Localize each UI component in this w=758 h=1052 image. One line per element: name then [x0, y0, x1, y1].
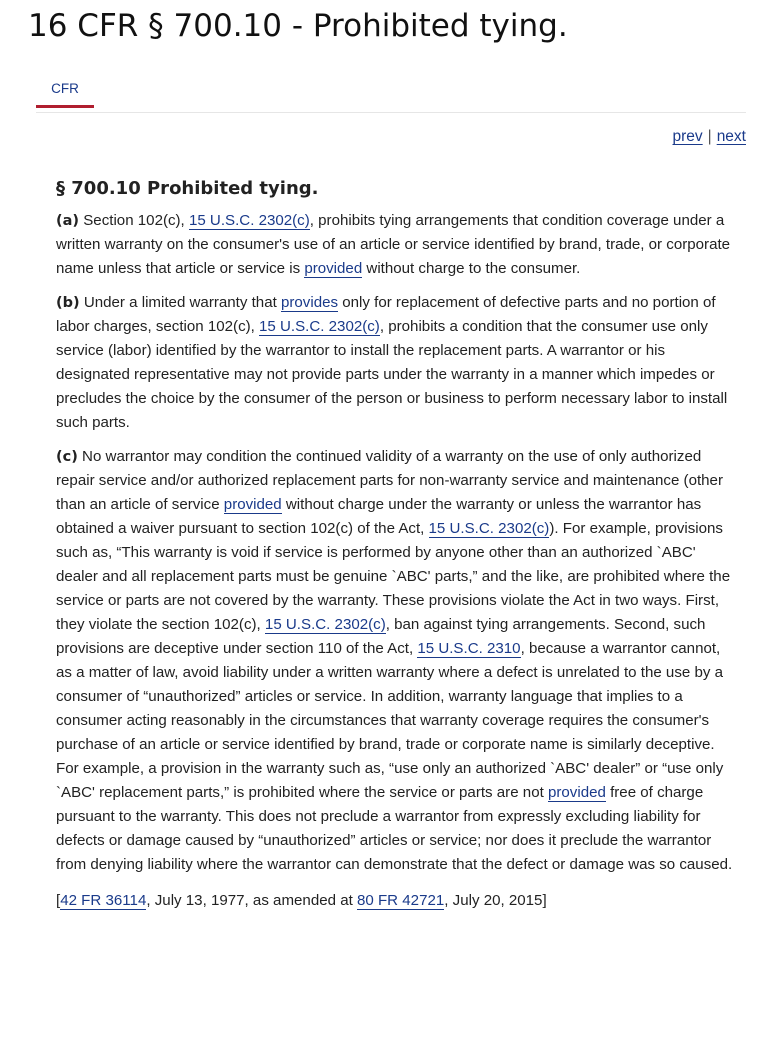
inline-link[interactable]: provided	[304, 260, 363, 277]
paragraph-text: , ban against tying arrangements. Second, such provisions are deceptive under section 110 of the Act,	[56, 616, 706, 657]
paragraph-text: , prohibits tying arrangements that condition coverage under a written warranty on the consumer's use of an article or service identified by brand, trade, or corporate name unless that article or service is	[56, 212, 731, 277]
paragraph-text: Section 102(c),	[79, 212, 189, 229]
prev-link[interactable]: prev	[672, 128, 703, 145]
paragraph-text: [	[56, 892, 61, 909]
inline-link[interactable]: 15 U.S.C. 2302(c)	[428, 520, 550, 537]
inline-link[interactable]: 15 U.S.C. 2302(c)	[188, 212, 310, 229]
paragraph-text: free of charge pursuant to the warranty. This does not preclude a warrantor from expressly excluding liability for defects or damage caused by “unauthorized” articles or service; nor does it preclude the warrantor from denying liability where the warrantor can demonstrate that the defect or damage was so caused.	[56, 784, 733, 873]
inline-link[interactable]: 15 U.S.C. 2302(c)	[259, 318, 380, 335]
paragraph-text: Under a limited warranty that	[79, 294, 281, 311]
source-citation	[56, 889, 736, 913]
inline-link[interactable]: provides	[280, 294, 339, 311]
pager-separator: |	[707, 128, 712, 145]
section-heading: § 700.10 Prohibited tying.	[56, 178, 319, 199]
inline-link[interactable]: provided	[547, 784, 606, 801]
paragraph-label: (b)	[56, 295, 80, 311]
paragraph-b	[56, 291, 736, 435]
paragraph-text: without charge to the consumer.	[362, 260, 581, 277]
paragraph-text: only for replacement of defective parts and no portion of labor charges, section 102(c),	[56, 294, 716, 335]
paragraph-c	[56, 445, 736, 877]
pager	[673, 128, 747, 146]
inline-link[interactable]: 42 FR 36114	[60, 892, 147, 909]
tab-bar	[36, 78, 746, 113]
paragraph-text: without charge under the warranty or unless the warrantor has obtained a waiver pursuant to section 102(c) of the Act,	[56, 496, 702, 537]
inline-link[interactable]: 80 FR 42721	[356, 892, 445, 909]
paragraph-text: , July 13, 1977, as amended at	[146, 892, 357, 909]
paragraph-label: (c)	[56, 449, 78, 465]
regulation-content	[56, 176, 736, 923]
paragraph-label: (a)	[56, 213, 80, 229]
paragraph-a	[56, 209, 736, 281]
inline-link[interactable]: provided	[223, 496, 282, 513]
tab-cfr[interactable]: CFR	[36, 78, 94, 108]
paragraph-text: , because a warrantor cannot, as a matter of law, avoid liability under a written warranty where a defect is unrelated to the use by a consumer of “unauthorized” articles or service. In addition, warranty language that implies to a consumer acting reasonably in the circumstances that warranty coverage requires the consumer's purchase of an article or service identified by brand, trade or corporate name is similarly deceptive. For example, a provision in the warranty such as, “use only an authorized `ABC' dealer” or “use only `ABC' replacement parts,” is prohibited where the service or parts are not	[56, 640, 724, 801]
inline-link[interactable]: 15 U.S.C. 2302(c)	[264, 616, 386, 633]
inline-link[interactable]: 15 U.S.C. 2310	[417, 640, 521, 657]
next-link[interactable]: next	[716, 128, 746, 145]
page-title: 16 CFR § 700.10 - Prohibited tying.	[28, 8, 568, 44]
paragraph-text: , July 20, 2015]	[444, 892, 547, 909]
paragraph-text: , prohibits a condition that the consumer use only service (labor) identified by the warrantor to install the replacement parts. A warrantor or his designated representative may not provide parts under the warranty in a manner which impedes or precludes the choice by the consumer of the person or business to perform necessary labor to install such parts.	[56, 318, 728, 431]
paragraph-text: No warrantor may condition the continued validity of a warranty on the use of only authorized repair service and/or authorized replacement parts for non-warranty service and maintenance (other than an article of service	[56, 448, 723, 513]
paragraph-text: ). For example, provisions such as, “This warranty is void if service is performed by anyone other than an authorized `ABC' dealer and all replacement parts must be genuine `ABC' parts,” and the like, are prohibited where the service or parts are not covered by the warranty. These provisions violate the Act in two ways. First, they violate the section 102(c),	[56, 520, 731, 633]
